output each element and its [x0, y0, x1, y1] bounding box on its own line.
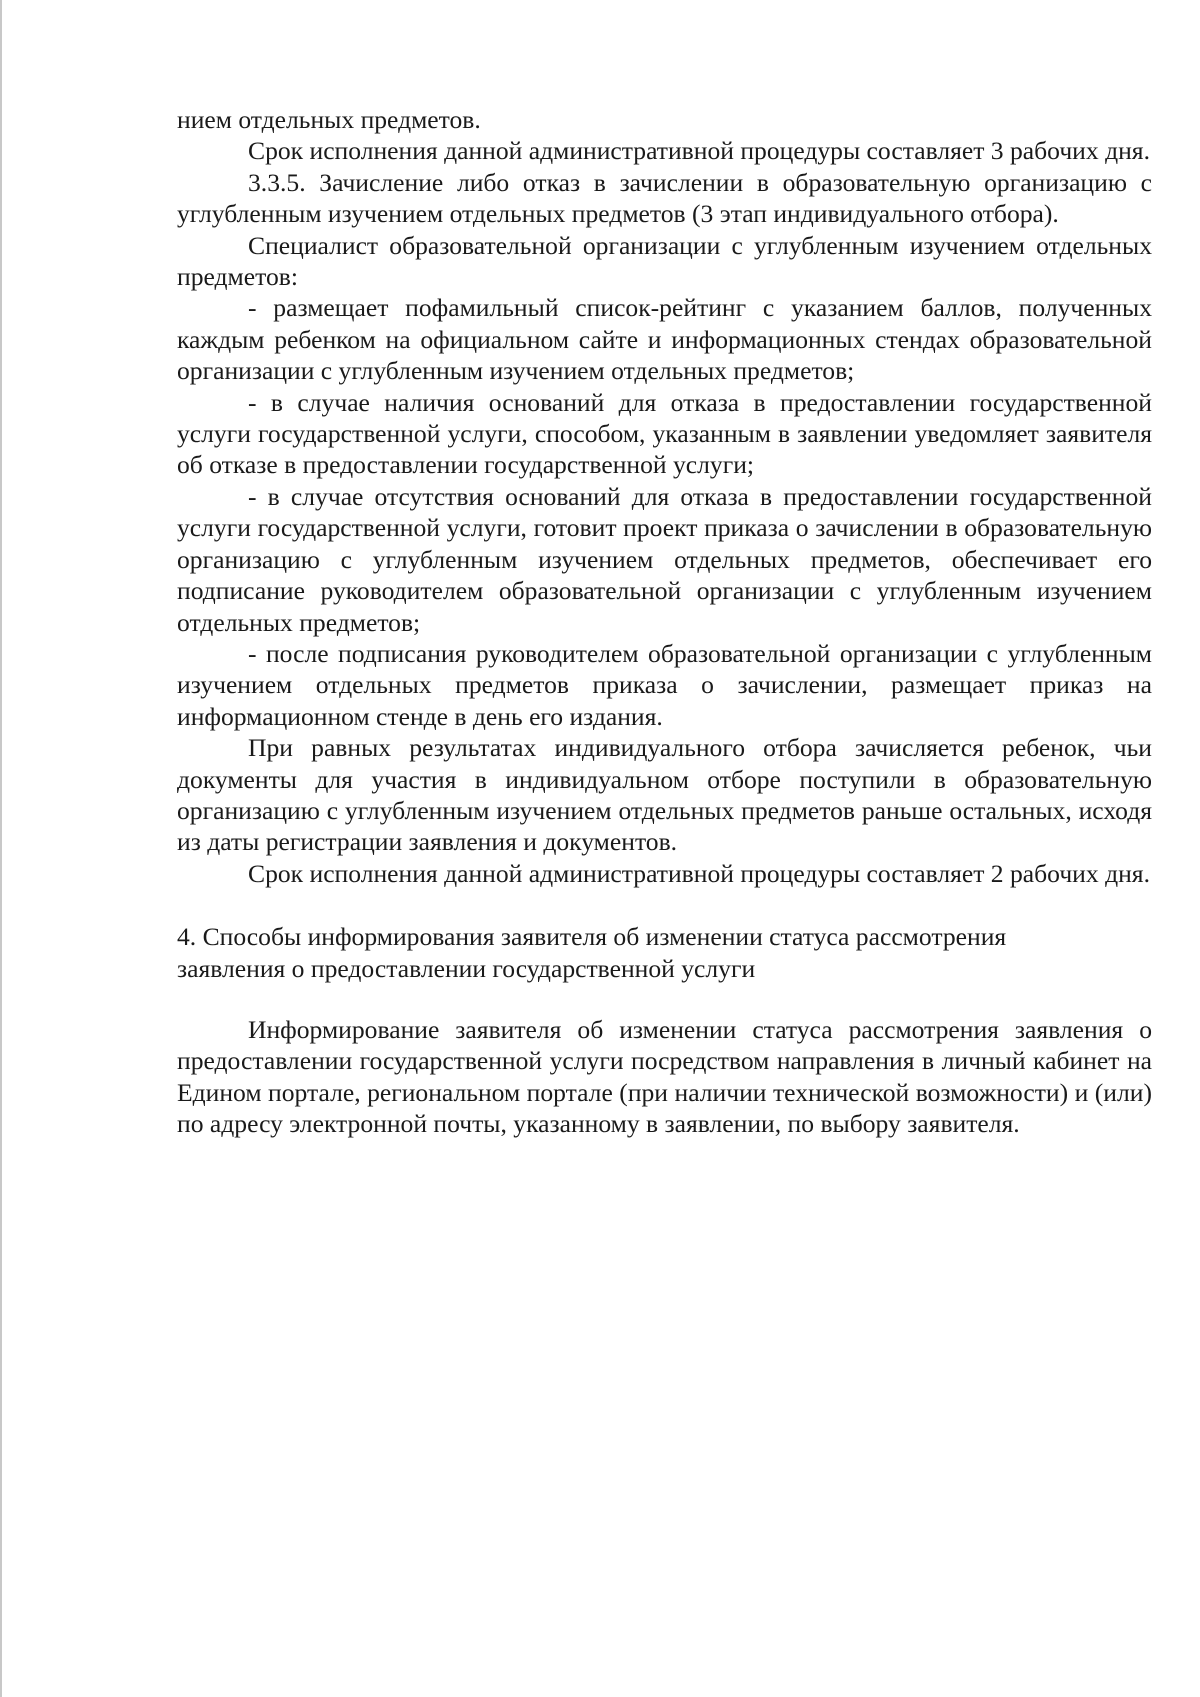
list-item-rating-list: - размещает пофамильный список-рейтинг с указанием баллов, полученных каждым ребенком на официальном сайте и информационных стендах образовательной организации с углубленным изучением отдельных предметов;	[177, 293, 1152, 386]
paragraph-status-notification: Информирование заявителя об изменении статуса рассмотрения заявления о предоставлении государственной услуги посредством направления в личный кабинет на Едином портале, региональном портале (при наличии технической возможности) и (или) по адресу электронной почты, указанному в заявлении, по выбору заявителя.	[177, 1014, 1152, 1139]
list-item-refusal-notice: - в случае наличия оснований для отказа в предоставлении государственной услуги государственной услуги, способом, указанным в заявлении уведомляет заявителя об отказе в предоставлении государственной услуги;	[177, 387, 1152, 480]
paragraph-clause-3-3-5: 3.3.5. Зачисление либо отказ в зачислении в образовательную организацию с углубленным изучением отдельных предметов (3 этап индивидуального отбора).	[177, 167, 1152, 229]
section-heading-line-2: заявления о предоставлении государственной услуги	[177, 953, 756, 983]
paragraph-deadline-3-days: Срок исполнения данной административной процедуры составляет 3 рабочих дня.	[248, 136, 1150, 166]
page-left-border	[0, 0, 2, 1697]
section-heading-line-1: 4. Способы информирования заявителя об изменении статуса рассмотрения	[177, 922, 1007, 952]
document-body	[177, 104, 1152, 1140]
list-item-enrollment-order-draft: - в случае отсутствия оснований для отказа в предоставлении государственной услуги государственной услуги, готовит проект приказа о зачислении в образовательную организацию с углубленным изучением отдельных предметов, обеспечивает его подписание руководителем образовательной организации с углубленным изучением отдельных предметов;	[177, 481, 1152, 637]
paragraph-deadline-2-days: Срок исполнения данной административной процедуры составляет 2 рабочих дня.	[248, 858, 1150, 888]
section-heading-4	[177, 921, 1152, 984]
paragraph-equal-results: При равных результатах индивидуального отбора зачисляется ребенок, чьи документы для участия в индивидуальном отборе поступили в образовательную организацию с углубленным изучением отдельных предметов раньше остальных, исходя из даты регистрации заявления и документов.	[177, 733, 1152, 857]
paragraph-specialist-intro: Специалист образовательной организации с углубленным изучением отдельных предметов:	[177, 230, 1152, 292]
list-item-order-publication: - после подписания руководителем образовательной организации с углубленным изучением отдельных предметов приказа о зачислении, размещает приказ на информационном стенде в день его издания.	[177, 638, 1152, 731]
paragraph-continuation: нием отдельных предметов.	[177, 105, 481, 134]
